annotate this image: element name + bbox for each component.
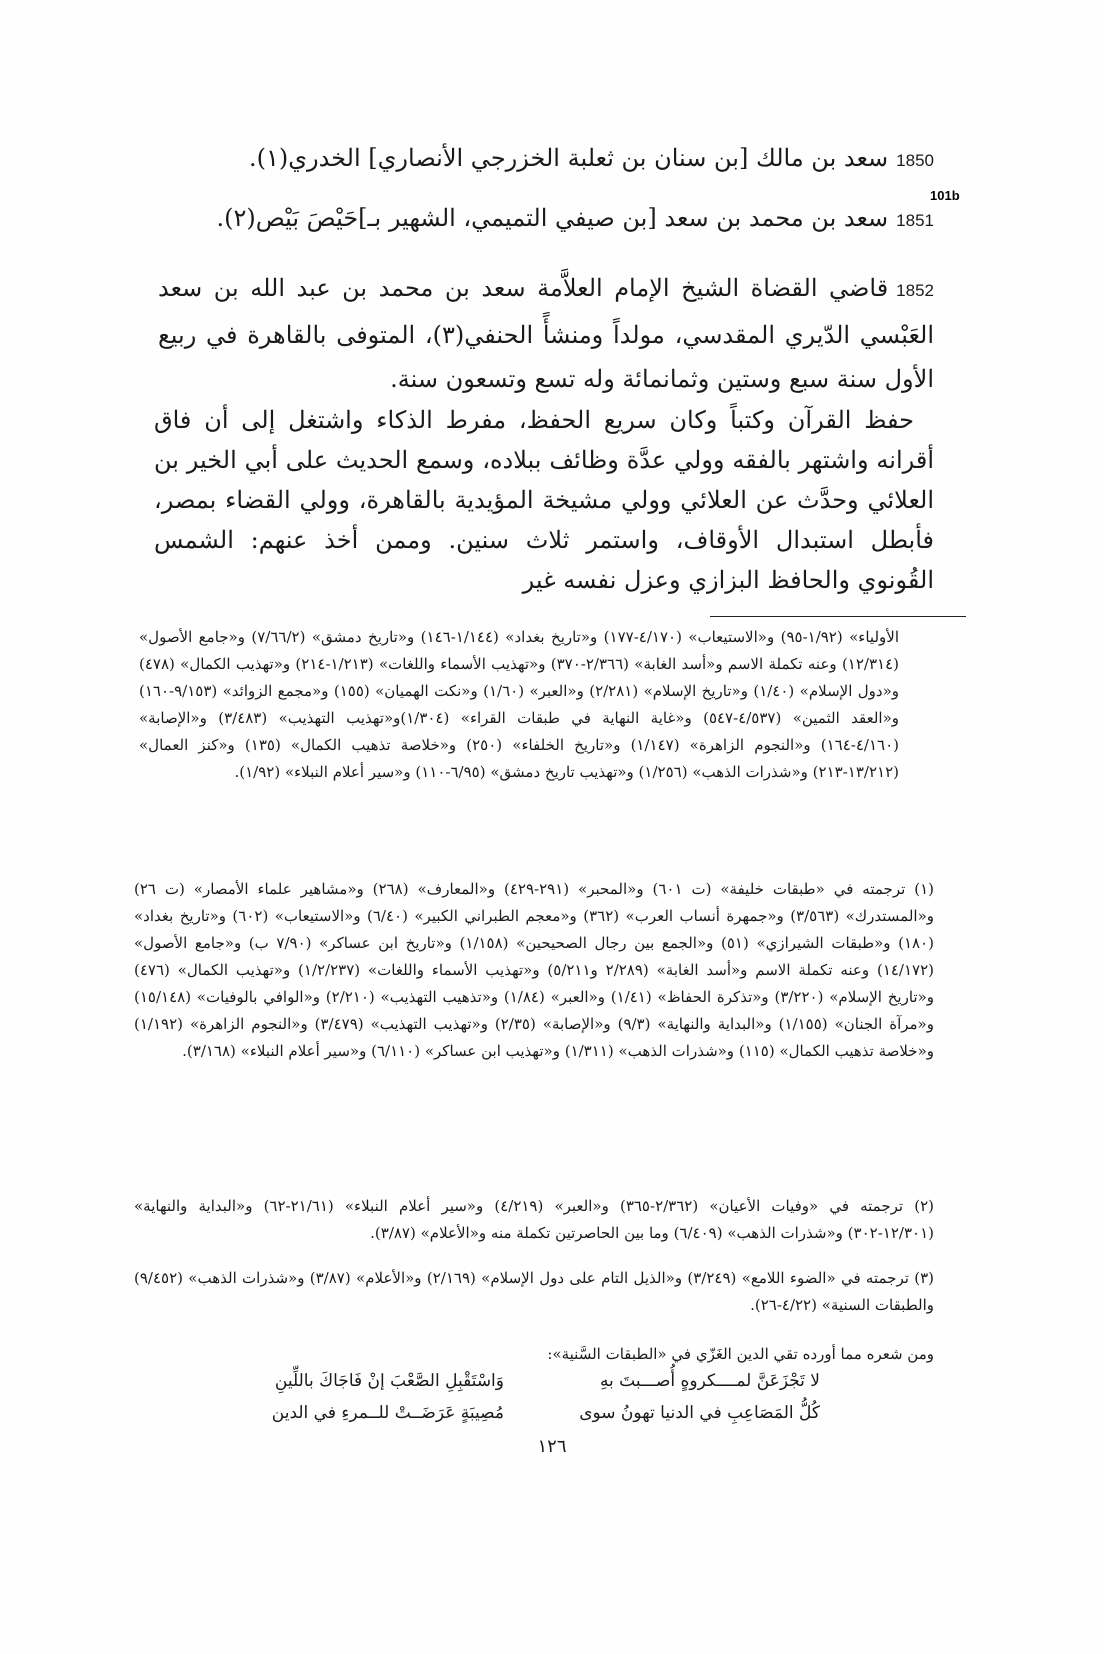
- footnote-text: ترجمته في «وفيات الأعيان» (٢/٣٦٢-٣٦٥) و«العبر» (٤/٢١٩) و«سير أعلام النبلاء» (٢١/٦١-٦٢) و«البداية والنهاية» (١٢/٣٠١-٣٠٢) و«شذرات الذهب» (٦/٤٠٩) وما بين الحاصرتين تكملة منه و«الأعلام» (٣/٨٧).: [134, 1197, 934, 1242]
- footnote-2: [134, 1193, 934, 1247]
- footnote-3: [134, 1265, 934, 1319]
- footnote-marker: (٣): [914, 1269, 935, 1287]
- poem-verse-2-second: مُصِيبَةٍ عَرَضَــتْ للــمرءِ في الدين: [271, 1403, 504, 1423]
- poem-intro: ومن شعره مما أورده تقي الدين الغَزّي في «الطبقات السَّنية»:: [547, 1345, 934, 1363]
- entry-number: 1850: [896, 151, 934, 170]
- poem-verse-2-first: كُلُّ المَصَاعِبِ في الدنيا تهونُ سوى: [579, 1403, 820, 1423]
- entry-text: قاضي القضاة الشيخ الإمام العلاَّمة سعد بن محمد بن عبد الله بن سعد العَبْسي الدّيري المقدسي، مولداً ومنشأً الحنفي(٣)، المتوفى بالقاهرة في ربيع الأول سنة سبع وستين وثمانمائة وله تسع وتسعون سنة.: [158, 274, 934, 393]
- entry-1851: [104, 190, 934, 249]
- marginal-folio-note: 101b: [930, 188, 960, 203]
- entry-number: 1852: [896, 281, 934, 300]
- footnote-continuation: الأولياء» (١/٩٢-٩٥) و«الاستيعاب» (٤/١٧٠-١٧٧) و«تاريخ بغداد» (١/١٤٤-١٤٦) و«تاريخ دمشق» (٧/٦٦/٢) و«جامع الأصول» (١٢/٣١٤) وعنه تكملة الاسم و«أسد الغابة» (٢/٣٦٦-٣٧٠) و«تهذيب الأسماء واللغات» (١/٢١٣-٢١٤) و«تهذيب الكمال» (٤٧٨) و«دول الإسلام» (١/٤٠) و«تاريخ الإسلام» (٢/٢٨١) و«العبر» (١/٦٠) و«نكت الهميان» (١٥٥) و«مجمع الزوائد» (٩/١٥٣-١٦٠) و«العقد الثمين» (٤/٥٣٧-٥٤٧) و«غاية النهاية في طبقات القراء» (١/٣٠٤)و«تهذيب التهذيب» (٣/٤٨٣) و«الإصابة» (٤/١٦٠-١٦٤) و«النجوم الزاهرة» (١/١٤٧) و«تاريخ الخلفاء» (٢٥٠) و«خلاصة تذهيب الكمال» (١٣٥) و«كنز العمال» (١٣/٢١٢-٢١٣) و«شذرات الذهب» (١/٢٥٦) و«تهذيب تاريخ دمشق» (٦/٩٥-١١٠) و«سير أعلام النبلاء» (١/٩٢).: [139, 628, 899, 781]
- poem-verse-1-first: لا تَجْزَعَنَّ لمــــكروهٍ أُصـــبتَ بهِ: [599, 1371, 820, 1391]
- page-number: ١٢٦: [537, 1436, 567, 1457]
- footnote-separator: [710, 616, 966, 617]
- footnote-1: [134, 876, 934, 1065]
- entry-text: سعد بن مالك [بن سنان بن ثعلبة الخزرجي الأنصاري] الخدري(١).: [248, 144, 889, 172]
- entry-number: 1851: [896, 211, 934, 230]
- footnote-marker: (٢): [914, 1197, 934, 1215]
- footnote-text: ترجمته في «الضوء اللامع» (٣/٢٤٩) و«الذيل التام على دول الإسلام» (٢/١٦٩) و«الأعلام» (٣/٨٧) و«شذرات الذهب» (٩/٤٥٢) والطبقات السنية» (٤/٢٢-٢٦).: [134, 1269, 934, 1314]
- footnote-text: ترجمته في «طبقات خليفة» (ت ٦٠١) و«المحبر» (٢٩١-٤٢٩) و«المعارف» (٢٦٨) و«مشاهير علماء الأمصار» (ت ٢٦) و«المستدرك» (٣/٥٦٣) و«جمهرة أنساب العرب» (٣٦٢) و«معجم الطبراني الكبير» (٦/٤٠) و«الاستيعاب» (٦٠٢) و«تاريخ بغداد» (١٨٠) و«طبقات الشيرازي» (٥١) و«الجمع بين رجال الصحيحين» (١/١٥٨) و«تاريخ ابن عساكر» (٧/٩٠ ب) و«جامع الأصول» (١٤/١٧٢) وعنه تكملة الاسم و«أسد الغابة» (٢/٢٨٩ و٥/٢١١) و«تهذيب الأسماء واللغات» (١/٢/٢٣٧) و«تهذيب الكمال» (٤٧٦) و«تاريخ الإسلام» (٣/٢٢٠) و«تذكرة الحفاظ» (١/٤١) و«العبر» (١/٨٤) و«تذهيب التهذيب» (٢/٢١٠) و«الوافي بالوفيات» (١٥/١٤٨) و«مرآة الجنان» (١/١٥٥) و«البداية والنهاية» (٩/٣) و«الإصابة» (٢/٣٥) و«تهذيب التهذيب» (٣/٤٧٩) و«النجوم الزاهرة» (١/١٩٢) و«خلاصة تذهيب الكمال» (١١٥) و«شذرات الذهب» (١/٣١١) و«تهذيب ابن عساكر» (٦/١١٠) و«سير أعلام النبلاء» (٣/١٦٨).: [134, 880, 935, 1060]
- entry-1852: [158, 266, 934, 401]
- entry-text: سعد بن محمد بن سعد [بن صيفي التميمي، الشهير بـ]حَيْصَ بَيْص(٢).: [216, 204, 889, 232]
- footnote-marker: (١): [914, 880, 934, 898]
- poem-verse-1-second: وَاسْتَقْبِلِ الصَّعْبَ إنْ فَاجَاكَ باللِّينِ: [274, 1371, 504, 1391]
- body-paragraph: حفظ القرآن وكتباً وكان سريع الحفظ، مفرط الذكاء واشتغل إلى أن فاق أقرانه واشتهر بالفقه وولي عدَّة وظائف ببلاده، وسمع الحديث على أبي الخير بن العلائي وحدَّث عن العلائي وولي مشيخة المؤيدية بالقاهرة، وولي القضاء بمصر، فأبطل استبدال الأوقاف، واستمر ثلاث سنين. وممن أخذ عنهم: الشمس القُونوي والحافظ البزازي وعزل نفسه غير: [154, 406, 934, 594]
- entry-1850: [104, 130, 934, 189]
